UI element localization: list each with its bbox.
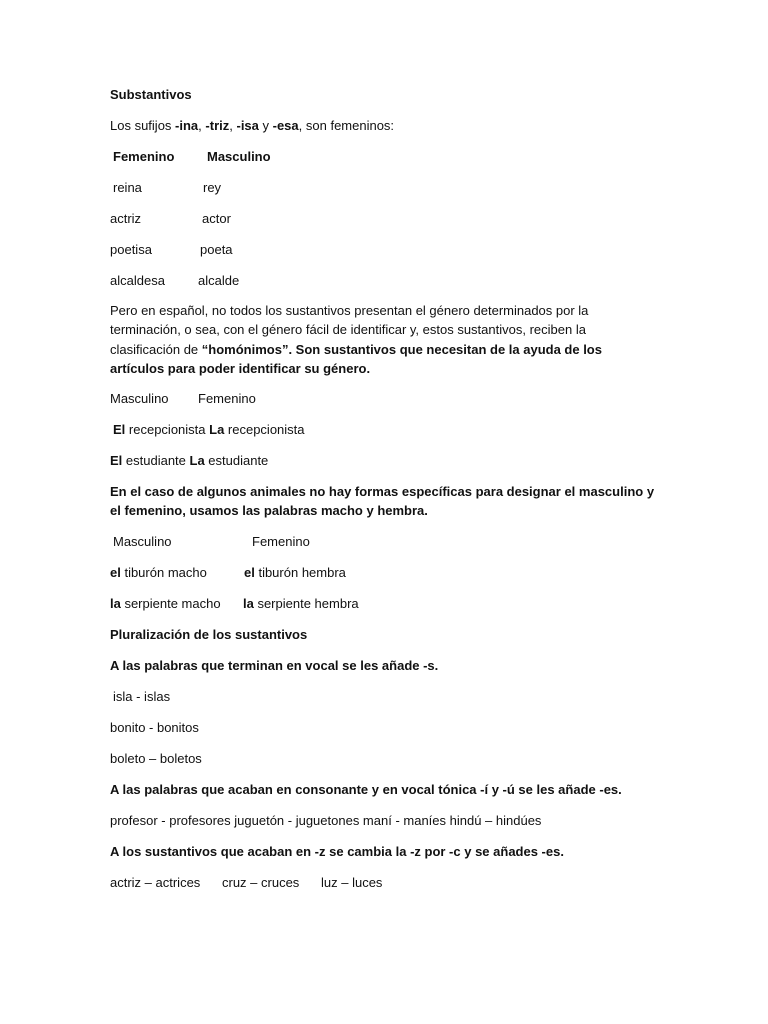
plural-rule-z: A los sustantivos que acaban en -z se cambia la -z por -c y se añades -es.: [110, 844, 564, 859]
plural-heading: Pluralización de los sustantivos: [110, 627, 308, 642]
table3-masc-cell: [110, 596, 221, 611]
table3-fem-cell: [243, 596, 359, 611]
plural-example: cruz – cruces: [222, 875, 300, 890]
table1-masc-cell: actor: [202, 211, 231, 226]
article: El: [113, 422, 126, 437]
table2-header-femenino: Femenino: [198, 391, 256, 406]
document-heading: Substantivos: [110, 87, 192, 102]
plural-rule-vocal: A las palabras que terminan en vocal se les añade -s.: [110, 658, 439, 673]
article: el: [110, 565, 121, 580]
table1-fem-cell: alcaldesa: [110, 273, 165, 288]
table2-header-masculino: Masculino: [110, 391, 169, 406]
table1-fem-cell: reina: [113, 180, 142, 195]
plural-example: bonito - bonitos: [110, 720, 199, 735]
plural-examples-consonante: profesor - profesores juguetón - juguetones maní - maníes hindú – hindúes: [110, 813, 542, 828]
table3-fem-cell: [244, 565, 346, 580]
table3-masc-cell: [110, 565, 207, 580]
table1-masc-cell: rey: [203, 180, 222, 195]
article: el: [244, 565, 255, 580]
noun: tiburón hembra: [254, 565, 346, 580]
table1-fem-cell: poetisa: [110, 242, 152, 257]
suffix-line-suffix: , son femeninos:: [298, 118, 395, 133]
plural-example: isla - islas: [113, 689, 171, 704]
noun: estudiante: [204, 453, 269, 468]
plural-example: boleto – boletos: [110, 751, 202, 766]
table2-row: [110, 453, 268, 468]
suffix-triz: -triz: [205, 118, 230, 133]
suffix-isa: -isa: [236, 118, 259, 133]
suffix-line-prefix: Los sufijos: [110, 118, 176, 133]
table1-fem-cell: actriz: [110, 211, 142, 226]
table2-row: [113, 422, 305, 437]
paragraph-homonimos: [110, 301, 655, 378]
table1-header-masculino: Masculino: [207, 149, 271, 164]
article: la: [110, 596, 121, 611]
article: la: [243, 596, 254, 611]
table1-masc-cell: alcalde: [198, 273, 240, 288]
table3-header-masculino: Masculino: [113, 534, 172, 549]
suffix-line: [110, 118, 394, 133]
noun: recepcionista: [224, 422, 305, 437]
noun: serpiente macho: [120, 596, 221, 611]
suffix-sep-3: y: [258, 118, 273, 133]
noun: serpiente hembra: [253, 596, 359, 611]
suffix-ina: -ina: [175, 118, 199, 133]
article: La: [209, 422, 225, 437]
table3-header-femenino: Femenino: [252, 534, 310, 549]
table1-masc-cell: poeta: [200, 242, 233, 257]
article: La: [189, 453, 205, 468]
table1-header-femenino: Femenino: [113, 149, 175, 164]
paragraph-homonimos-normal: Pero en español, no todos los sustantivos presentan el género determinados por la terminación, o sea, con el género fácil de identificar y, estos sustantivos, reciben la clasificación de: [110, 303, 589, 357]
suffix-sep-2: ,: [229, 118, 237, 133]
plural-rule-consonante: A las palabras que acaban en consonante y en vocal tónica -í y -ú se les añade -es.: [110, 782, 622, 797]
noun: tiburón macho: [120, 565, 207, 580]
plural-example: luz – luces: [321, 875, 383, 890]
suffix-sep-1: ,: [198, 118, 206, 133]
noun: recepcionista: [125, 422, 210, 437]
plural-example: actriz – actrices: [110, 875, 201, 890]
article: El: [110, 453, 123, 468]
paragraph-animales: En el caso de algunos animales no hay formas específicas para designar el masculino y el femenino, usamos las palabras macho y hembra.: [110, 484, 655, 519]
suffix-esa: -esa: [272, 118, 299, 133]
noun: estudiante: [122, 453, 190, 468]
paragraph-homonimos-bold: “homónimos”. Son sustantivos que necesitan de la ayuda de los artículos para poder identificar su género.: [110, 341, 602, 376]
